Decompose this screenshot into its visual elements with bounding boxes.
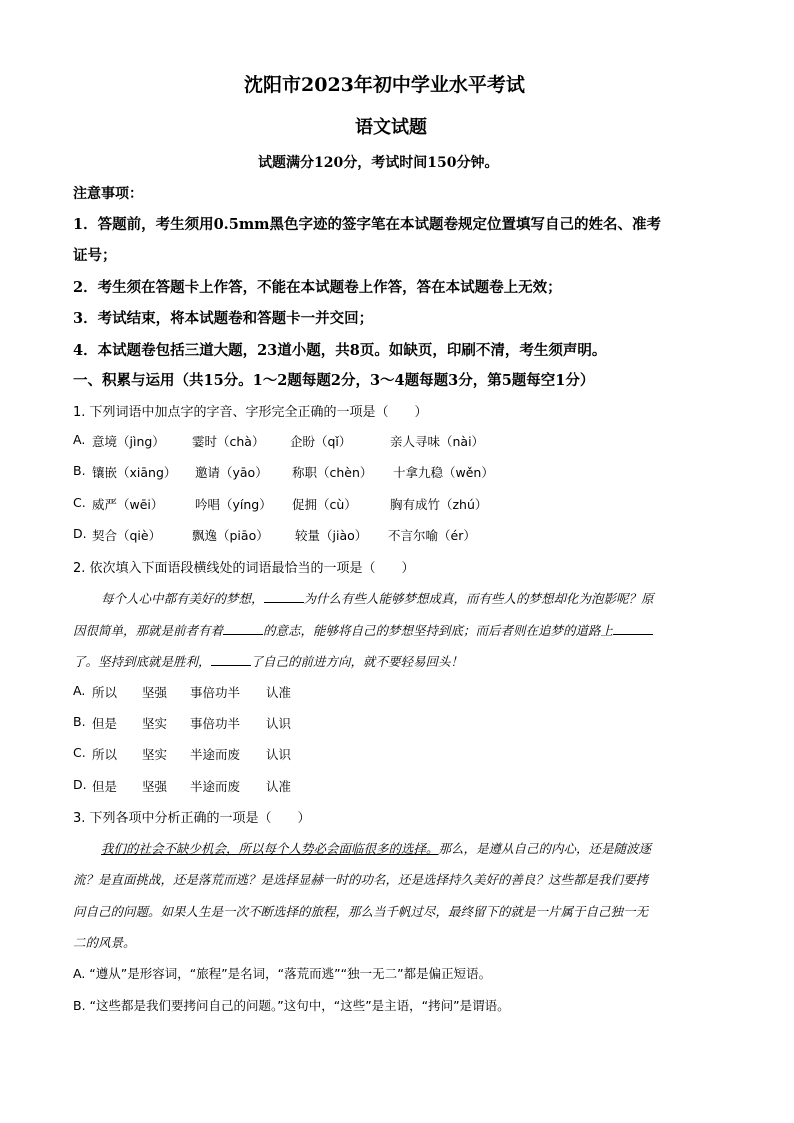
notice-item-1: 1．答题前，考生须用0.5mm黑色字迹的签字笔在本试题卷规定位置填写自己的姓名、准考 bbox=[73, 216, 661, 233]
passage-text: 每个人心中都有美好的梦想， bbox=[101, 592, 264, 606]
option-word: 认识 bbox=[266, 747, 292, 762]
passage-text: 的意志，能够将自己的梦想坚持到底；而后者则在追梦的道路上 bbox=[263, 624, 614, 638]
option-label: D. bbox=[73, 777, 87, 792]
option-word: 促拥（cù） bbox=[292, 497, 357, 512]
fill-blank-1 bbox=[264, 590, 304, 603]
option-word: 契合（qiè） bbox=[92, 528, 162, 543]
option-word: 称职（chèn） bbox=[292, 465, 373, 480]
section-1-heading: 一、积累与运用（共15分。1～2题每题2分，3～4题每题3分，第5题每空1分） bbox=[73, 372, 595, 389]
q2-passage-line-1 bbox=[101, 589, 654, 607]
option-word: 认准 bbox=[266, 779, 292, 794]
option-word: 半途而废 bbox=[190, 747, 241, 762]
question-3-stem: 3. 下列各项中分析正确的一项是（ ） bbox=[73, 811, 311, 826]
option-word: 坚强 bbox=[142, 779, 168, 794]
q3-option-a: A. “遵从”是形容词，“旅程”是名词，“落荒而逃”“独一无二”都是偏正短语。 bbox=[73, 966, 492, 981]
passage-text: 为什么有些人能够梦想成真，而有些人的梦想却化为泡影呢？原 bbox=[303, 592, 654, 606]
notice-item-1-cont: 证号； bbox=[73, 247, 117, 264]
option-word: 坚实 bbox=[142, 747, 168, 762]
option-word: 认准 bbox=[266, 685, 292, 700]
option-label: A. bbox=[73, 683, 86, 698]
option-word: 飘逸（piāo） bbox=[192, 528, 269, 543]
question-1-stem: 1. 下列词语中加点字的字音、字形完全正确的一项是（ ） bbox=[73, 405, 428, 420]
exam-info: 试题满分120分，考试时间150分钟。 bbox=[258, 155, 499, 171]
notice-item-3: 3．考试结束，将本试题卷和答题卡一并交回； bbox=[73, 310, 374, 327]
q3-option-b: B. “这些都是我们要拷问自己的问题。”这句中，“这些”是主语，“拷问”是谓语。 bbox=[73, 998, 510, 1013]
option-word: 霎时（chà） bbox=[192, 434, 265, 449]
option-word: 企盼（qǐ） bbox=[290, 434, 352, 449]
option-label: A. bbox=[73, 432, 86, 447]
option-word: 不言尔喻（ér） bbox=[388, 528, 476, 543]
option-word: 事倍功半 bbox=[190, 685, 241, 700]
option-word: 但是 bbox=[92, 779, 118, 794]
fill-blank-3 bbox=[613, 622, 653, 635]
option-word: 威严（wēi） bbox=[92, 497, 164, 512]
notice-item-4: 4．本试题卷包括三道大题，23道小题，共8页。如缺页，印刷不清，考生须声明。 bbox=[73, 342, 607, 359]
option-label: B. bbox=[73, 463, 86, 478]
passage-text: 了。坚持到底就是胜利， bbox=[73, 655, 211, 669]
option-word: 但是 bbox=[92, 716, 118, 731]
notice-item-2: 2．考生须在答题卡上作答，不能在本试题卷上作答，答在本试题卷上无效； bbox=[73, 279, 562, 296]
option-word: 意境（jìng） bbox=[92, 434, 165, 449]
notice-heading: 注意事项： bbox=[73, 186, 143, 202]
option-label: C. bbox=[73, 495, 86, 510]
option-label: C. bbox=[73, 745, 86, 760]
option-word: 所以 bbox=[92, 747, 118, 762]
option-word: 所以 bbox=[92, 685, 118, 700]
q3-passage-line-2: 流？是直面挑战，还是落荒而逃？是选择显赫一时的功名，还是选择持久美好的善良？这些都是我们要拷 bbox=[73, 873, 649, 887]
question-2-stem: 2. 依次填入下面语段横线处的词语最恰当的一项是（ ） bbox=[73, 561, 415, 576]
subject-title: 语文试题 bbox=[355, 117, 427, 138]
option-word: 坚强 bbox=[142, 685, 168, 700]
passage-text: 因很简单，那就是前者有着 bbox=[73, 624, 224, 638]
option-word: 十拿九稳（wěn） bbox=[393, 465, 494, 480]
option-word: 镶嵌（xiāng） bbox=[92, 465, 177, 480]
option-word: 亲人寻味（nài） bbox=[390, 434, 485, 449]
q2-passage-line-2 bbox=[73, 621, 653, 639]
q3-passage-line-1 bbox=[101, 839, 651, 857]
option-word: 半途而废 bbox=[190, 779, 241, 794]
option-word: 较量（jiào） bbox=[295, 528, 368, 543]
option-word: 胸有成竹（zhú） bbox=[390, 497, 488, 512]
option-word: 吟唱（yíng） bbox=[195, 497, 272, 512]
exam-title: 沈阳市2023年初中学业水平考试 bbox=[244, 74, 525, 96]
underlined-sentence: 我们的社会不缺少机会，所以每个人势必会面临很多的选择。 bbox=[101, 842, 439, 856]
q2-passage-line-3 bbox=[73, 652, 463, 670]
option-word: 认识 bbox=[266, 716, 292, 731]
passage-text: 那么，是遵从自己的内心，还是随波逐 bbox=[438, 842, 652, 856]
option-label: B. bbox=[73, 714, 86, 729]
option-word: 坚实 bbox=[142, 716, 168, 731]
passage-text: 了自己的前进方向，就不要轻易回头！ bbox=[250, 655, 464, 669]
q3-passage-line-4: 二的风景。 bbox=[73, 936, 136, 950]
fill-blank-2 bbox=[223, 622, 263, 635]
option-word: 事倍功半 bbox=[190, 716, 241, 731]
fill-blank-4 bbox=[211, 653, 251, 666]
option-word: 邀请（yāo） bbox=[195, 465, 268, 480]
option-label: D. bbox=[73, 526, 87, 541]
q3-passage-line-3: 问自己的问题。如果人生是一次不断选择的旅程，那么当千帆过尽，最终留下的就是一片属于自己独一无 bbox=[73, 905, 649, 919]
